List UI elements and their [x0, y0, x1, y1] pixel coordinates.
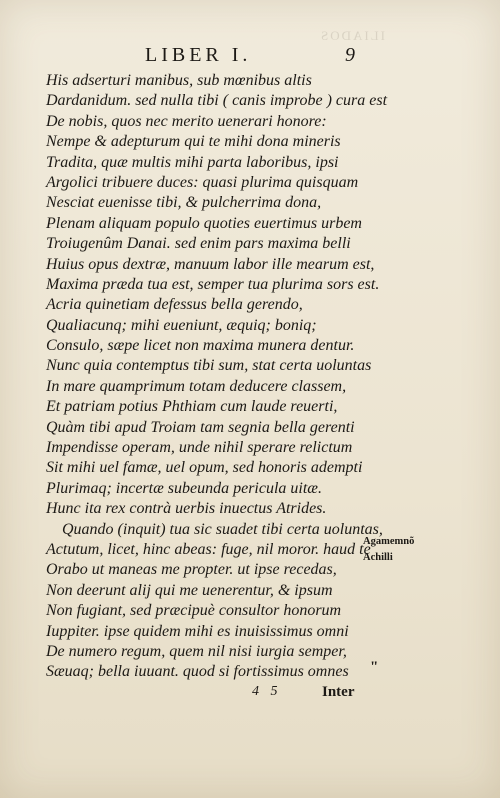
verse-line: Nempe & adepturum qui te mihi dona mineris	[46, 133, 341, 151]
verse-line: Consulo, sæpe licet non maxima munera dentur.	[46, 337, 355, 355]
running-head: LIBER I.	[145, 44, 252, 66]
verse-line: Plurimaq; incertæ subeunda pericula uitæ.	[46, 479, 322, 497]
page-header	[0, 44, 500, 70]
verse-line: Argolici tribuere duces: quasi plurima quisquam	[46, 173, 359, 191]
verse-line: Orabo ut maneas me propter. ut ipse recedas,	[46, 561, 337, 579]
margin-note-line: Achilli	[363, 552, 393, 563]
verse-line: Actutum, licet, hinc abeas: fuge, nil moror. haud te	[46, 540, 371, 558]
verse-line: Sæuaq; bella iuuant. quod si fortissimus omnes	[46, 663, 349, 681]
verse-line: His adserturi manibus, sub mœnibus altis	[46, 72, 312, 89]
verse-line: Iuppiter. ipse quidem mihi es inuisissimus omni	[46, 622, 349, 640]
verse-line: De nobis, quos nec merito uenerari honore:	[46, 112, 327, 130]
verse-line: Maxima præda tua est, semper tua plurima sors est.	[46, 275, 380, 293]
page-number: 9	[345, 44, 355, 66]
show-through-text: ILIADOS	[319, 28, 385, 43]
verse-line: De numero regum, quem nil nisi iurgia semper,	[46, 642, 347, 660]
verse-line: In mare quamprimum totam deducere classem,	[46, 377, 347, 395]
signature-mark: 4 5	[252, 684, 282, 699]
verse-line: Qualiacunq; mihi eueniunt, æquiq; boniq;	[46, 316, 317, 334]
quotation-mark: "	[370, 659, 379, 675]
verse-line: Acria quinetiam defessus bella gerendo,	[46, 296, 303, 314]
verse-line: Dardanidum. sed nulla tibi ( canis improbe ) cura est	[46, 92, 388, 110]
catchword: Inter	[322, 684, 355, 700]
verse-line: Quàm tibi apud Troiam tam segnia bella gerenti	[46, 418, 355, 436]
verse-line: Quando (inquit) tua sic suadet tibi certa uoluntas,	[62, 520, 383, 538]
verse-line: Sit mihi uel famæ, uel opum, sed honoris adempti	[46, 459, 363, 477]
verse-line: Hunc ita rex contrà uerbis inuectus Atrides.	[46, 500, 327, 518]
margin-note	[363, 534, 473, 566]
verse-line: Huius opus dextræ, manuum labor ille mearum est,	[46, 255, 375, 273]
verse-line: Nesciat euenisse tibi, & pulcherrima dona,	[46, 194, 322, 212]
verse-line: Nunc quia contemptus tibi sum, stat certa uoluntas	[46, 357, 372, 375]
verse-line: Plenam aliquam populo quoties euertimus urbem	[46, 214, 362, 232]
verse-line: Non fugiant, sed præcipuè consultor honorum	[46, 602, 342, 620]
verse-line: Tradita, quæ multis mihi parta laboribus, ipsi	[46, 153, 339, 171]
page-footer	[0, 684, 500, 708]
verse-line: Non deerunt alij qui me uenerentur, & ipsum	[46, 581, 333, 599]
verse-line: Et patriam potius Phthiam cum laude reuerti,	[46, 398, 338, 416]
margin-note-line: Agamemnõ	[363, 536, 415, 547]
verse-line: Troiugenûm Danai. sed enim pars maxima belli	[46, 235, 351, 253]
verse-line: Impendisse operam, unde nihil sperare relictum	[46, 439, 353, 457]
